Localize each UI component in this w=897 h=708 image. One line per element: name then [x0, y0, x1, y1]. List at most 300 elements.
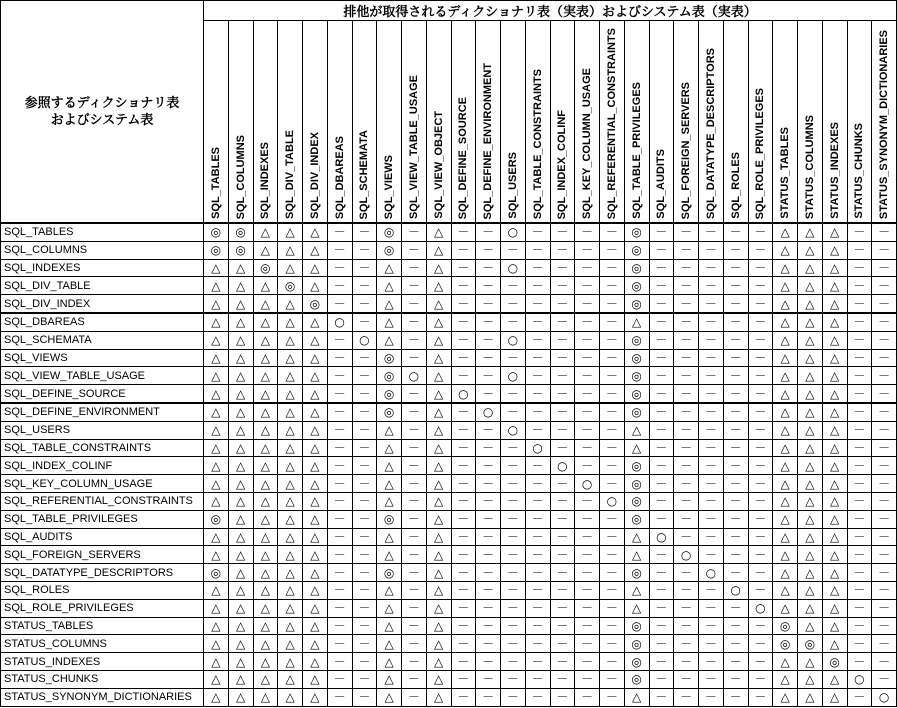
matrix-cell: ○: [847, 670, 872, 688]
matrix-cell: －: [748, 617, 773, 635]
matrix-cell: －: [525, 277, 550, 295]
matrix-cell: －: [600, 528, 625, 546]
matrix-cell: △: [228, 653, 253, 671]
matrix-cell: △: [426, 241, 451, 259]
matrix-cell: －: [402, 688, 427, 706]
column-header: [451, 21, 476, 224]
matrix-cell: ◎: [377, 564, 402, 582]
matrix-cell: －: [748, 475, 773, 493]
matrix-cell: ◎: [624, 295, 649, 313]
matrix-cell: －: [600, 688, 625, 706]
matrix-cell: △: [204, 277, 229, 295]
matrix-cell: －: [674, 688, 699, 706]
matrix-cell: △: [228, 546, 253, 564]
column-header-label: SQL_VIEW_TABLE_USAGE: [407, 74, 420, 219]
matrix-cell: －: [352, 653, 377, 671]
column-header-label: SQL_ROLE_PRIVILEGES: [754, 87, 767, 219]
matrix-cell: △: [426, 581, 451, 599]
matrix-cell: △: [253, 475, 278, 493]
matrix-cell: －: [402, 635, 427, 653]
matrix-cell: ○: [501, 421, 526, 439]
matrix-cell: －: [649, 313, 674, 331]
matrix-cell: △: [278, 349, 303, 367]
matrix-cell: △: [253, 564, 278, 582]
matrix-cell: △: [303, 403, 328, 421]
matrix-cell: △: [773, 492, 798, 510]
matrix-cell: －: [748, 528, 773, 546]
matrix-cell: －: [451, 635, 476, 653]
matrix-cell: －: [699, 385, 724, 403]
matrix-cell: －: [476, 277, 501, 295]
matrix-cell: －: [550, 439, 575, 457]
matrix-cell: △: [773, 313, 798, 331]
matrix-cell: △: [204, 457, 229, 475]
matrix-cell: －: [600, 313, 625, 331]
matrix-cell: △: [228, 617, 253, 635]
matrix-cell: △: [798, 617, 823, 635]
matrix-cell: －: [402, 617, 427, 635]
matrix-cell: △: [426, 295, 451, 313]
matrix-cell: －: [600, 385, 625, 403]
matrix-cell: －: [699, 421, 724, 439]
matrix-cell: △: [426, 457, 451, 475]
matrix-cell: －: [600, 599, 625, 617]
matrix-cell: －: [402, 475, 427, 493]
matrix-cell: －: [872, 313, 897, 331]
matrix-cell: △: [253, 635, 278, 653]
matrix-cell: －: [649, 653, 674, 671]
table-row: [1, 688, 897, 706]
column-header: [525, 21, 550, 224]
matrix-cell: △: [822, 277, 847, 295]
matrix-cell: －: [575, 331, 600, 349]
matrix-cell: －: [872, 528, 897, 546]
matrix-cell: △: [798, 510, 823, 528]
matrix-cell: △: [228, 475, 253, 493]
matrix-cell: －: [501, 528, 526, 546]
matrix-cell: －: [748, 421, 773, 439]
matrix-cell: ○: [649, 528, 674, 546]
matrix-cell: －: [748, 331, 773, 349]
matrix-cell: －: [575, 670, 600, 688]
matrix-cell: △: [822, 635, 847, 653]
matrix-cell: ◎: [624, 349, 649, 367]
matrix-cell: △: [773, 367, 798, 385]
matrix-cell: －: [575, 295, 600, 313]
matrix-cell: －: [327, 635, 352, 653]
matrix-cell: △: [377, 259, 402, 277]
matrix-cell: －: [699, 599, 724, 617]
column-header: [699, 21, 724, 224]
matrix-cell: －: [451, 241, 476, 259]
matrix-cell: △: [773, 259, 798, 277]
matrix-cell: －: [525, 403, 550, 421]
matrix-cell: △: [303, 241, 328, 259]
matrix-cell: －: [451, 492, 476, 510]
matrix-cell: －: [550, 421, 575, 439]
table-row: [1, 223, 897, 241]
matrix-cell: －: [501, 546, 526, 564]
matrix-cell: △: [303, 475, 328, 493]
matrix-cell: －: [600, 564, 625, 582]
matrix-cell: △: [798, 223, 823, 241]
matrix-cell: －: [723, 349, 748, 367]
column-header-label: STATUS_COLUMNS: [803, 114, 816, 219]
matrix-cell: －: [575, 635, 600, 653]
matrix-cell: △: [278, 241, 303, 259]
column-header: [798, 21, 823, 224]
matrix-cell: －: [550, 349, 575, 367]
matrix-cell: －: [451, 439, 476, 457]
matrix-cell: －: [699, 635, 724, 653]
matrix-cell: △: [773, 295, 798, 313]
matrix-cell: △: [278, 599, 303, 617]
matrix-cell: △: [426, 617, 451, 635]
matrix-cell: －: [550, 331, 575, 349]
matrix-cell: －: [872, 403, 897, 421]
matrix-cell: －: [550, 313, 575, 331]
matrix-cell: －: [402, 581, 427, 599]
matrix-cell: －: [575, 617, 600, 635]
matrix-cell: △: [822, 599, 847, 617]
matrix-cell: △: [253, 331, 278, 349]
row-label: STATUS_TABLES: [1, 617, 204, 635]
table-row: [1, 295, 897, 313]
matrix-cell: －: [525, 653, 550, 671]
matrix-cell: －: [327, 241, 352, 259]
matrix-cell: －: [476, 617, 501, 635]
matrix-cell: △: [253, 421, 278, 439]
table-row: [1, 653, 897, 671]
matrix-cell: －: [649, 670, 674, 688]
matrix-cell: －: [674, 331, 699, 349]
matrix-cell: －: [600, 510, 625, 528]
matrix-cell: －: [649, 492, 674, 510]
matrix-cell: △: [253, 581, 278, 599]
matrix-cell: －: [501, 277, 526, 295]
row-label: SQL_TABLES: [1, 223, 204, 241]
matrix-cell: －: [550, 599, 575, 617]
matrix-cell: △: [822, 331, 847, 349]
matrix-cell: －: [501, 599, 526, 617]
matrix-cell: △: [377, 313, 402, 331]
matrix-cell: ◎: [624, 241, 649, 259]
matrix-cell: ○: [872, 688, 897, 706]
table-row: [1, 564, 897, 582]
matrix-cell: ◎: [773, 617, 798, 635]
matrix-cell: －: [748, 439, 773, 457]
matrix-cell: －: [476, 241, 501, 259]
matrix-cell: △: [798, 688, 823, 706]
matrix-cell: －: [649, 403, 674, 421]
matrix-cell: △: [278, 223, 303, 241]
matrix-cell: －: [476, 688, 501, 706]
matrix-cell: －: [327, 475, 352, 493]
matrix-cell: △: [204, 670, 229, 688]
matrix-cell: －: [352, 599, 377, 617]
matrix-cell: ◎: [624, 223, 649, 241]
matrix-cell: △: [228, 528, 253, 546]
matrix-cell: －: [649, 457, 674, 475]
column-header: [476, 21, 501, 224]
row-label: SQL_VIEW_TABLE_USAGE: [1, 367, 204, 385]
matrix-cell: △: [822, 670, 847, 688]
matrix-cell: －: [600, 635, 625, 653]
column-header-label: SQL_KEY_COLUMN_USAGE: [581, 68, 594, 219]
matrix-cell: －: [723, 475, 748, 493]
matrix-cell: △: [773, 510, 798, 528]
matrix-cell: －: [451, 349, 476, 367]
matrix-cell: △: [822, 259, 847, 277]
matrix-cell: －: [476, 635, 501, 653]
table-row: [1, 528, 897, 546]
matrix-cell: －: [699, 403, 724, 421]
matrix-cell: ◎: [377, 403, 402, 421]
matrix-cell: △: [204, 331, 229, 349]
matrix-cell: －: [600, 331, 625, 349]
matrix-cell: △: [426, 564, 451, 582]
column-header-label: SQL_AUDITS: [655, 149, 668, 219]
matrix-cell: －: [327, 546, 352, 564]
matrix-cell: －: [352, 421, 377, 439]
matrix-cell: －: [476, 457, 501, 475]
matrix-cell: △: [253, 617, 278, 635]
matrix-cell: －: [402, 331, 427, 349]
matrix-cell: －: [352, 617, 377, 635]
matrix-cell: △: [426, 223, 451, 241]
matrix-cell: △: [798, 331, 823, 349]
matrix-cell: －: [575, 403, 600, 421]
matrix-cell: ○: [352, 331, 377, 349]
matrix-cell: －: [748, 313, 773, 331]
referenced-table-header-line1: 参照するディクショナリ表: [24, 95, 180, 111]
matrix-cell: －: [501, 313, 526, 331]
matrix-cell: －: [674, 259, 699, 277]
matrix-cell: ○: [550, 457, 575, 475]
matrix-cell: △: [377, 475, 402, 493]
matrix-cell: ◎: [204, 223, 229, 241]
column-header: [550, 21, 575, 224]
matrix-cell: △: [204, 385, 229, 403]
matrix-cell: △: [798, 295, 823, 313]
matrix-cell: －: [501, 385, 526, 403]
matrix-cell: △: [278, 670, 303, 688]
matrix-cell: －: [699, 313, 724, 331]
matrix-cell: －: [352, 349, 377, 367]
matrix-cell: △: [303, 259, 328, 277]
matrix-cell: －: [674, 635, 699, 653]
matrix-cell: －: [847, 295, 872, 313]
column-header: [600, 21, 625, 224]
matrix-cell: ○: [501, 223, 526, 241]
matrix-cell: ◎: [798, 635, 823, 653]
row-label: SQL_USERS: [1, 421, 204, 439]
matrix-cell: －: [327, 223, 352, 241]
matrix-cell: △: [624, 546, 649, 564]
matrix-cell: －: [525, 581, 550, 599]
matrix-cell: －: [352, 241, 377, 259]
matrix-cell: －: [501, 510, 526, 528]
row-label: SQL_ROLE_PRIVILEGES: [1, 599, 204, 617]
matrix-cell: △: [228, 277, 253, 295]
matrix-cell: ◎: [228, 241, 253, 259]
matrix-cell: △: [278, 617, 303, 635]
matrix-cell: ◎: [624, 457, 649, 475]
matrix-cell: △: [426, 385, 451, 403]
matrix-cell: －: [723, 385, 748, 403]
matrix-cell: －: [872, 241, 897, 259]
matrix-cell: －: [674, 277, 699, 295]
matrix-cell: ○: [723, 581, 748, 599]
matrix-cell: △: [798, 475, 823, 493]
row-label: SQL_COLUMNS: [1, 241, 204, 259]
matrix-cell: △: [204, 367, 229, 385]
matrix-cell: －: [723, 277, 748, 295]
matrix-cell: ○: [575, 475, 600, 493]
row-label: SQL_DBAREAS: [1, 313, 204, 331]
matrix-cell: △: [303, 492, 328, 510]
matrix-cell: －: [649, 564, 674, 582]
matrix-cell: －: [649, 635, 674, 653]
matrix-cell: －: [476, 259, 501, 277]
matrix-cell: －: [525, 546, 550, 564]
matrix-cell: －: [674, 670, 699, 688]
matrix-cell: ◎: [624, 331, 649, 349]
matrix-cell: －: [723, 546, 748, 564]
matrix-cell: －: [402, 492, 427, 510]
table-row: [1, 457, 897, 475]
matrix-cell: △: [228, 331, 253, 349]
matrix-cell: －: [476, 475, 501, 493]
matrix-cell: △: [278, 492, 303, 510]
matrix-cell: △: [303, 688, 328, 706]
matrix-cell: －: [847, 688, 872, 706]
matrix-cell: △: [253, 313, 278, 331]
matrix-cell: －: [723, 617, 748, 635]
matrix-cell: △: [377, 581, 402, 599]
matrix-cell: △: [822, 688, 847, 706]
matrix-cell: △: [228, 439, 253, 457]
matrix-cell: △: [278, 367, 303, 385]
matrix-cell: ◎: [624, 385, 649, 403]
matrix-cell: －: [847, 421, 872, 439]
matrix-cell: －: [550, 241, 575, 259]
matrix-cell: △: [822, 349, 847, 367]
matrix-cell: －: [575, 546, 600, 564]
matrix-cell: －: [451, 331, 476, 349]
matrix-cell: －: [550, 403, 575, 421]
matrix-cell: －: [600, 277, 625, 295]
matrix-cell: －: [872, 385, 897, 403]
matrix-cell: －: [352, 670, 377, 688]
matrix-cell: －: [674, 223, 699, 241]
matrix-cell: －: [575, 528, 600, 546]
matrix-cell: －: [723, 653, 748, 671]
matrix-cell: －: [723, 492, 748, 510]
matrix-cell: －: [600, 581, 625, 599]
row-label: SQL_REFERENTIAL_CONSTRAINTS: [1, 492, 204, 510]
matrix-cell: △: [798, 385, 823, 403]
matrix-cell: －: [748, 277, 773, 295]
matrix-cell: －: [699, 277, 724, 295]
matrix-cell: －: [575, 439, 600, 457]
matrix-cell: －: [872, 564, 897, 582]
matrix-cell: －: [525, 223, 550, 241]
matrix-cell: ◎: [377, 223, 402, 241]
column-header: [847, 21, 872, 224]
matrix-cell: △: [377, 653, 402, 671]
matrix-cell: －: [550, 581, 575, 599]
matrix-cell: －: [699, 259, 724, 277]
matrix-cell: －: [723, 295, 748, 313]
matrix-cell: －: [872, 259, 897, 277]
matrix-cell: △: [253, 241, 278, 259]
matrix-cell: －: [748, 223, 773, 241]
column-header: [773, 21, 798, 224]
column-header-label: SQL_TABLE_CONSTRAINTS: [531, 68, 544, 219]
column-header: [426, 21, 451, 224]
matrix-cell: －: [575, 492, 600, 510]
matrix-cell: △: [253, 599, 278, 617]
matrix-cell: △: [798, 546, 823, 564]
matrix-cell: ○: [600, 492, 625, 510]
matrix-cell: ◎: [377, 385, 402, 403]
matrix-cell: －: [501, 581, 526, 599]
matrix-cell: －: [327, 421, 352, 439]
matrix-cell: －: [649, 475, 674, 493]
matrix-cell: ○: [748, 599, 773, 617]
column-header-label: SQL_SCHEMATA: [358, 129, 371, 219]
matrix-cell: △: [377, 421, 402, 439]
matrix-cell: －: [575, 457, 600, 475]
matrix-cell: △: [377, 635, 402, 653]
matrix-cell: －: [451, 421, 476, 439]
matrix-cell: △: [253, 223, 278, 241]
matrix-cell: －: [600, 670, 625, 688]
row-label: SQL_DIV_INDEX: [1, 295, 204, 313]
matrix-cell: △: [798, 492, 823, 510]
matrix-cell: －: [402, 599, 427, 617]
matrix-cell: －: [550, 564, 575, 582]
matrix-cell: －: [352, 223, 377, 241]
matrix-cell: －: [451, 653, 476, 671]
matrix-cell: －: [501, 403, 526, 421]
matrix-cell: △: [278, 475, 303, 493]
matrix-cell: △: [278, 457, 303, 475]
matrix-cell: －: [748, 546, 773, 564]
matrix-cell: △: [426, 528, 451, 546]
matrix-cell: △: [253, 439, 278, 457]
matrix-cell: －: [872, 331, 897, 349]
matrix-cell: －: [352, 277, 377, 295]
table-row: [1, 581, 897, 599]
matrix-cell: －: [476, 546, 501, 564]
matrix-cell: －: [352, 259, 377, 277]
table-row: [1, 385, 897, 403]
matrix-cell: ◎: [278, 277, 303, 295]
matrix-cell: △: [624, 528, 649, 546]
row-label: STATUS_INDEXES: [1, 653, 204, 671]
matrix-cell: △: [377, 277, 402, 295]
matrix-cell: △: [426, 313, 451, 331]
matrix-cell: －: [872, 349, 897, 367]
matrix-cell: －: [699, 688, 724, 706]
matrix-cell: －: [451, 457, 476, 475]
row-label: SQL_AUDITS: [1, 528, 204, 546]
column-header: [228, 21, 253, 224]
matrix-cell: －: [723, 439, 748, 457]
matrix-cell: △: [798, 349, 823, 367]
